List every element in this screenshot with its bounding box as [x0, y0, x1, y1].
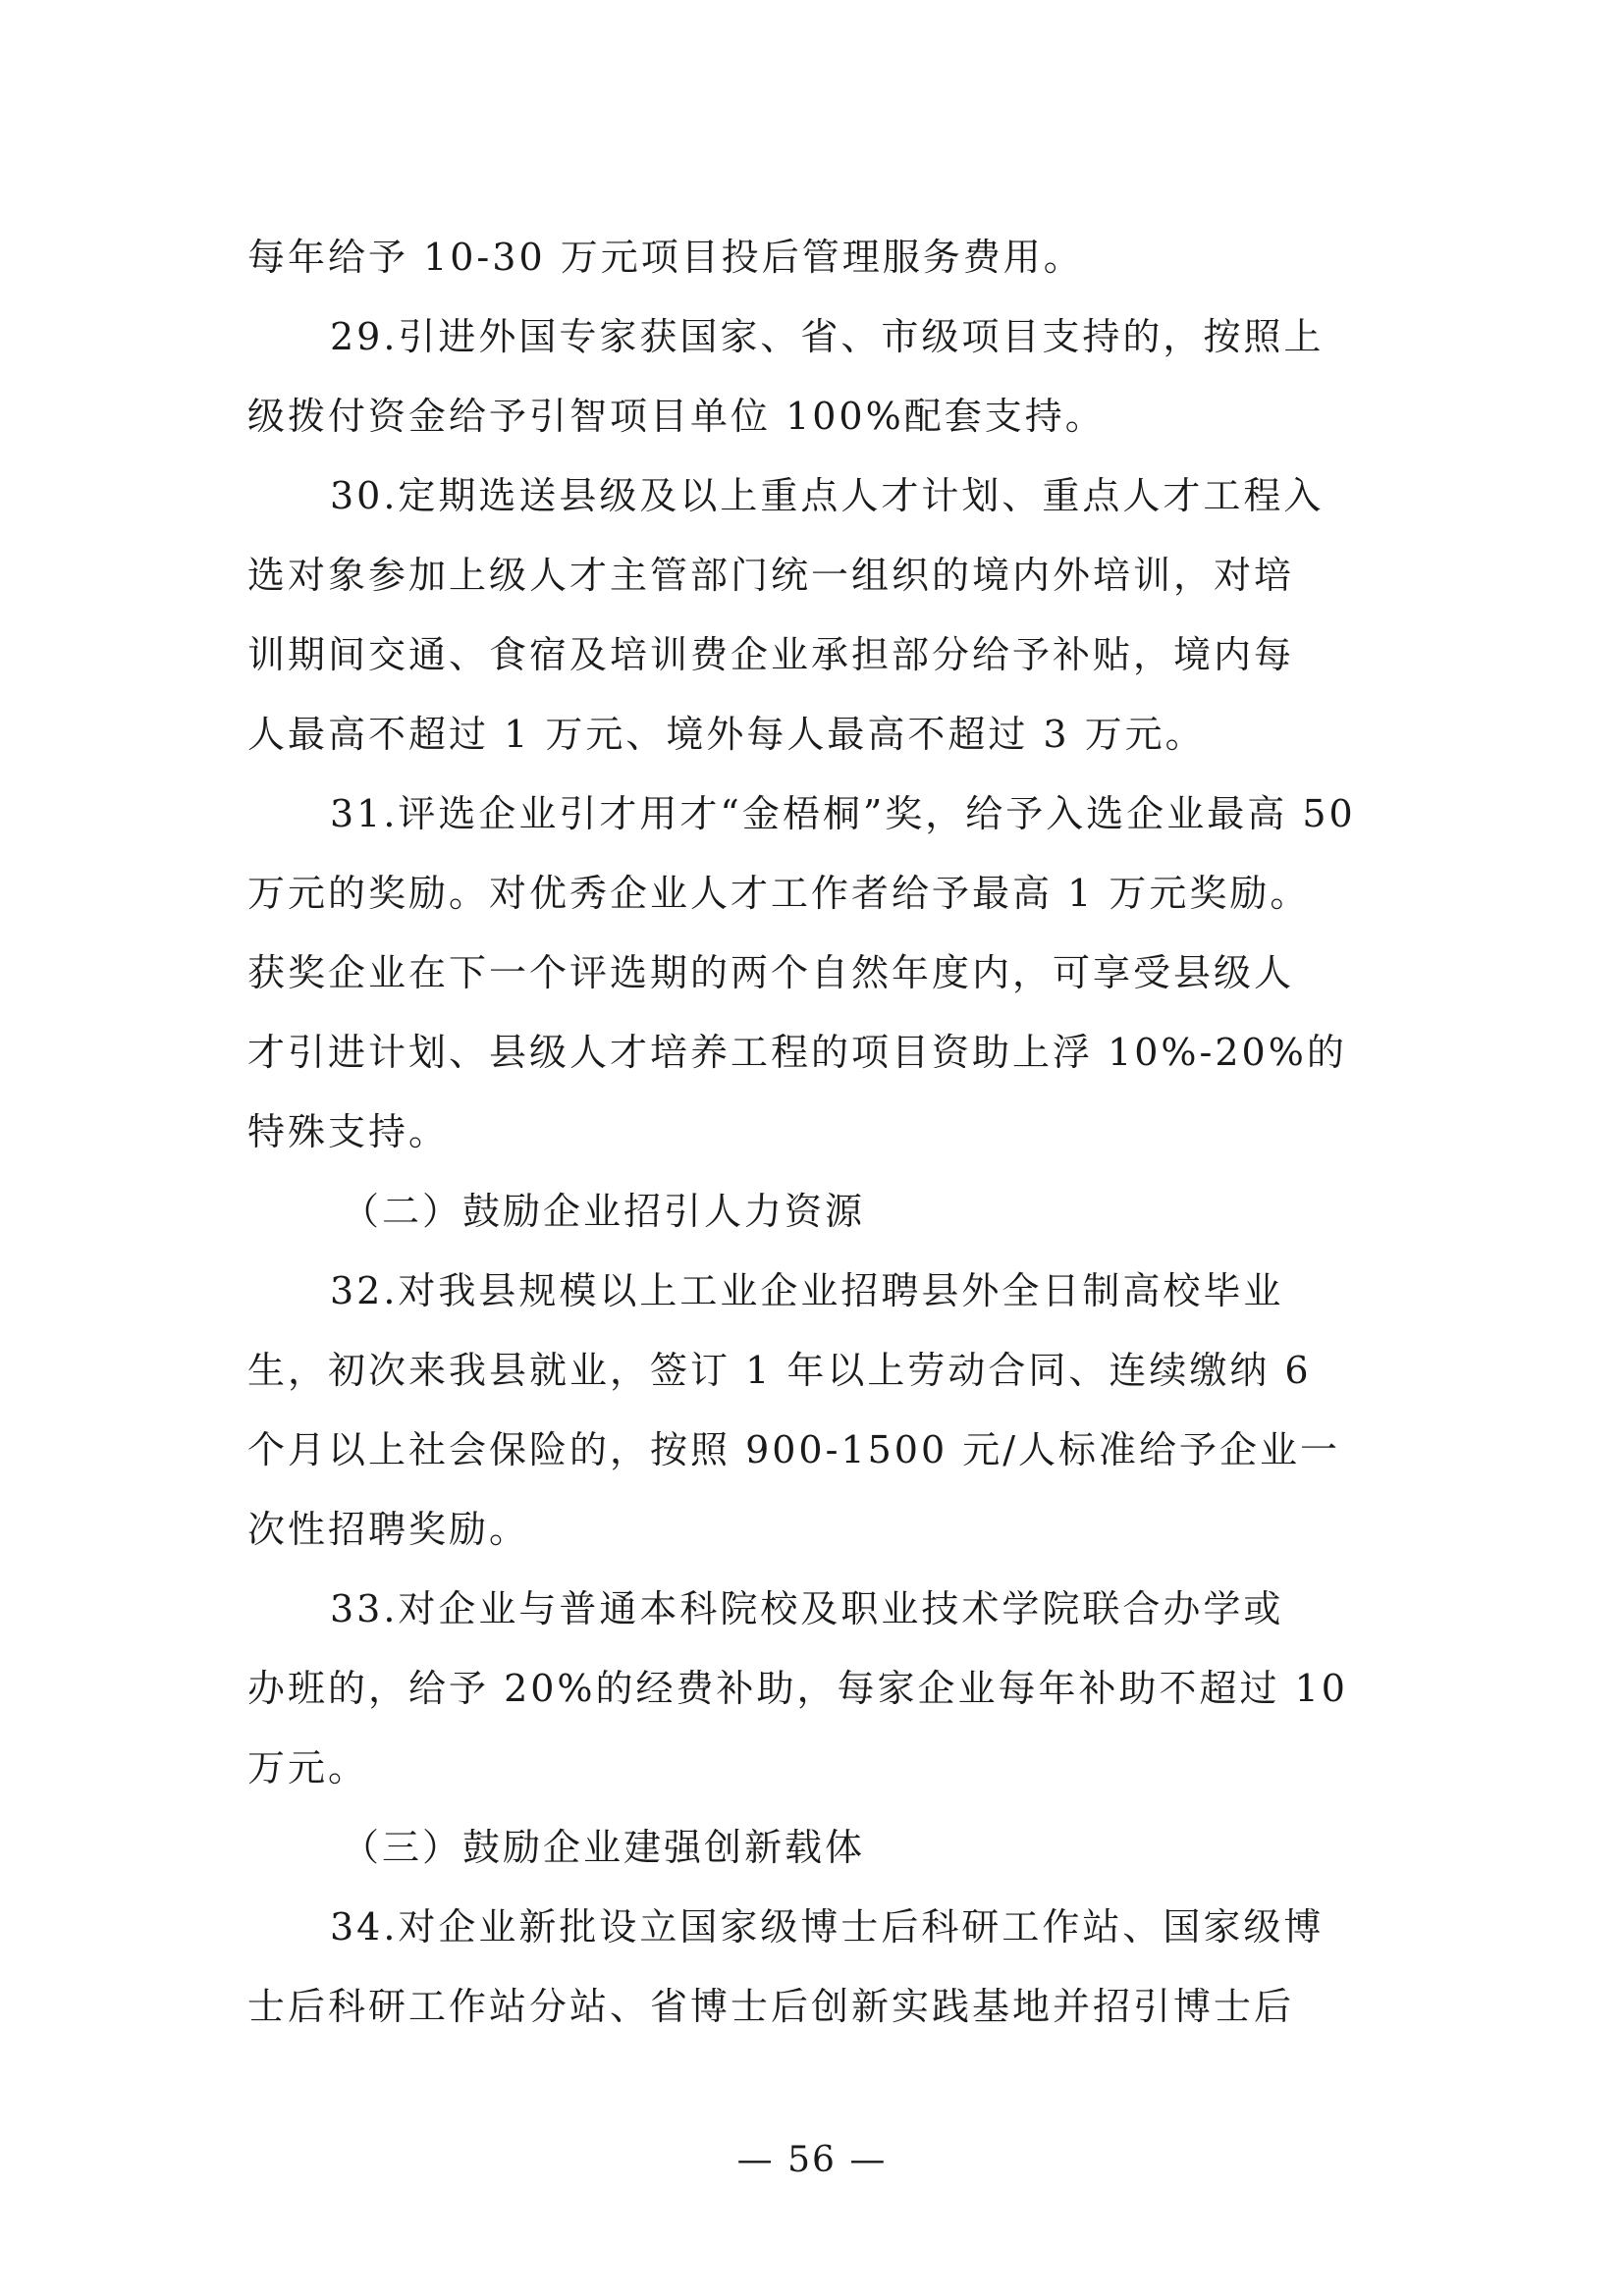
text-line: 选对象参加上级人才主管部门统一组织的境内外培训，对培: [247, 554, 1295, 597]
text-line: 训期间交通、食宿及培训费企业承担部分给予补贴，境内每: [247, 633, 1295, 676]
paragraph-32-line: 32.对我县规模以上工业企业招聘县外全日制高校毕业: [330, 1269, 1284, 1312]
text-line: 才引进计划、县级人才培养工程的项目资助上浮 10%-20%的: [247, 1031, 1347, 1074]
text-line: 级拨付资金给予引智项目单位 100%配套支持。: [247, 395, 1106, 438]
paragraph-30-line: 30.定期选送县级及以上重点人才计划、重点人才工程入: [330, 474, 1325, 517]
text-line: 士后科研工作站分站、省博士后创新实践基地并招引博士后: [247, 1985, 1295, 2028]
body-text: [247, 218, 1386, 2047]
section-heading-3: （三）鼓励企业建强创新载体: [342, 1826, 866, 1869]
text-line: 获奖企业在下一个评选期的两个自然年度内，可享受县级人: [247, 951, 1295, 994]
text-line: 特殊支持。: [247, 1110, 450, 1153]
paragraph-31-line: 31.评选企业引才用才“金梧桐”奖，给予入选企业最高 50: [330, 792, 1356, 835]
page-number: — 56 —: [736, 2140, 888, 2180]
text-line: 每年给予 10-30 万元项目投后管理服务费用。: [247, 236, 1084, 279]
text-line: 次性招聘奖励。: [247, 1508, 530, 1551]
paragraph-34-line: 34.对企业新批设立国家级博士后科研工作站、国家级博: [330, 1905, 1325, 1949]
text-line: 个月以上社会保险的，按照 900-1500 元/人标准给予企业一: [247, 1428, 1341, 1471]
text-line: 人最高不超过 1 万元、境外每人最高不超过 3 万元。: [247, 713, 1206, 756]
section-heading-2: （二）鼓励企业招引人力资源: [342, 1190, 866, 1233]
text-line: 万元的奖励。对优秀企业人才工作者给予最高 1 万元奖励。: [247, 872, 1311, 915]
text-line: 万元。: [247, 1746, 369, 1789]
text-line: 办班的，给予 20%的经费补助，每家企业每年补助不超过 10: [247, 1667, 1348, 1710]
paragraph-29-line: 29.引进外国专家获国家、省、市级项目支持的，按照上: [330, 315, 1325, 358]
text-line: 生，初次来我县就业，签订 1 年以上劳动合同、连续缴纳 6: [247, 1349, 1312, 1392]
paragraph-33-line: 33.对企业与普通本科院校及职业技术学院联合办学或: [330, 1587, 1284, 1630]
